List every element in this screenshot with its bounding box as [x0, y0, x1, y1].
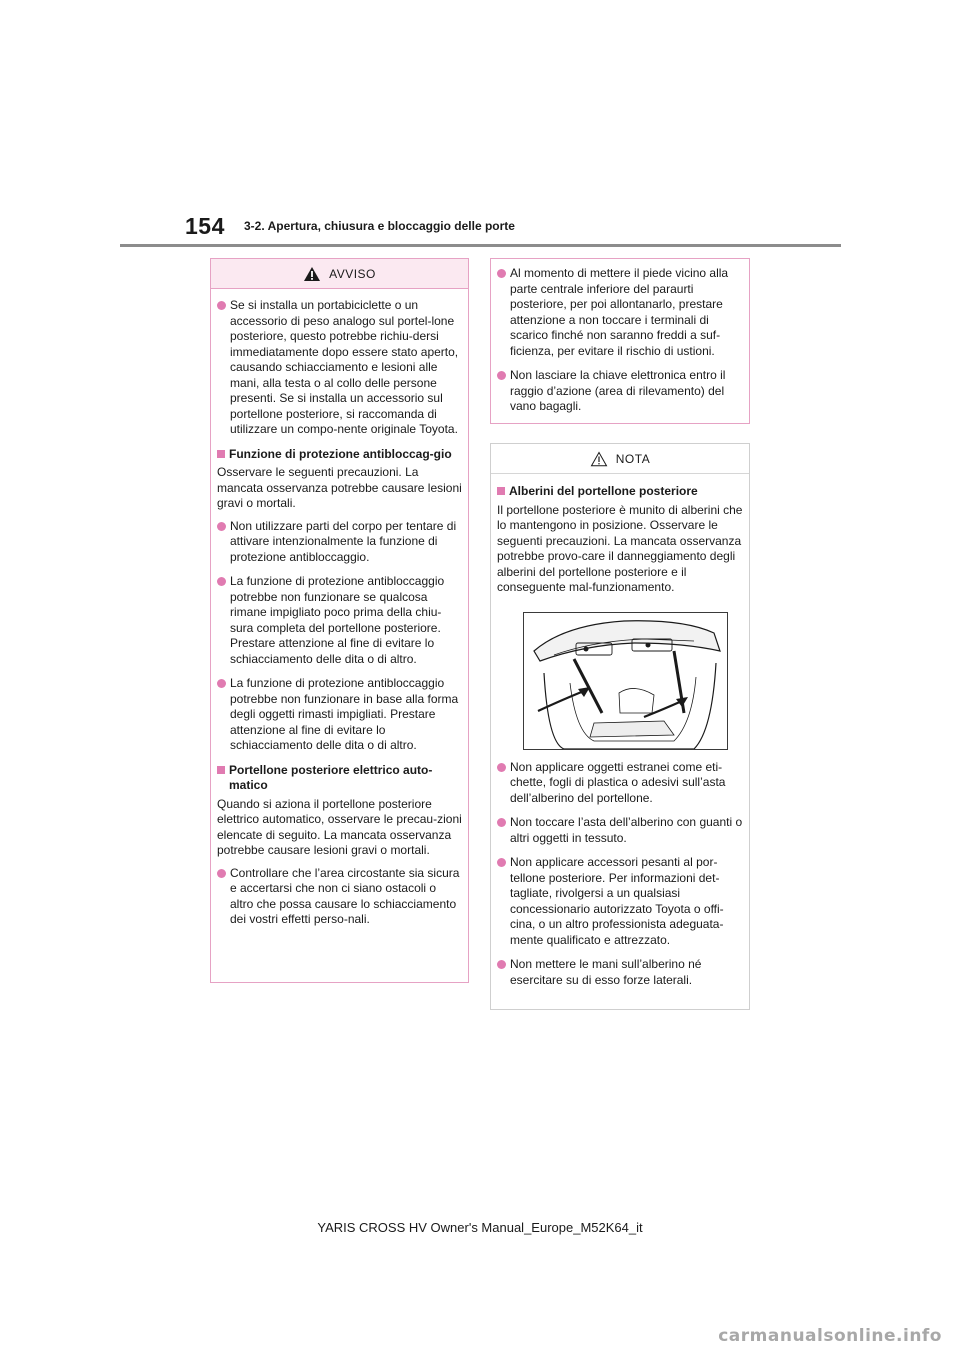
list-item-text: Se si installa un portabiciclette o un accessorio di peso analogo sul portel-lone posteriore, questo potrebbe richiu-dersi immediatamente dopo essere stato aperto, causando schiacciamento e lesioni alle mani, alla testa o al collo delle persone presenti. Se si installa un accessorio sul portellone posteriore, si raccomanda di utilizzare un compo-nente originale Toyota. [230, 298, 459, 436]
page-number: 154 [185, 213, 225, 239]
subsection-heading [497, 484, 743, 500]
warning-heading: AVVISO [329, 266, 376, 281]
list-item [497, 957, 743, 988]
list-item [497, 855, 743, 948]
bullet-dot-icon [217, 301, 226, 310]
list-item [217, 298, 462, 438]
bullet-dot-icon [497, 960, 506, 969]
subsection-heading-text: Funzione di protezione antibloccag-gio [229, 446, 452, 461]
note-box [490, 443, 750, 1010]
list-item-text: Non applicare oggetti estranei come eti-chette, fogli di plastica o adesivi sull’asta dell’alberino del portellone. [510, 759, 726, 805]
caution-triangle-icon [590, 451, 608, 467]
bullet-dot-icon [497, 818, 506, 827]
warning-box-header [211, 259, 468, 289]
bullet-dot-icon [497, 371, 506, 380]
bullet-dot-icon [497, 858, 506, 867]
list-item [217, 676, 462, 754]
warning-box [210, 258, 469, 983]
bullet-dot-icon [497, 763, 506, 772]
tailgate-strut-illustration [523, 612, 728, 750]
note-box-body [491, 474, 749, 1003]
bullet-dot-icon [497, 269, 506, 278]
square-bullet-icon [217, 766, 225, 774]
square-bullet-icon [497, 487, 505, 495]
bullet-dot-icon [217, 869, 226, 878]
list-item [497, 760, 743, 807]
bullet-dot-icon [217, 522, 226, 531]
section-title: 3-2. Apertura, chiusura e bloccaggio delle porte [244, 219, 515, 233]
subsection-heading [217, 447, 462, 463]
open-tailgate-icon [524, 613, 727, 749]
subsection-heading [217, 763, 462, 794]
note-box-header [491, 444, 749, 474]
list-item [217, 574, 462, 667]
list-item-text: Non utilizzare parti del corpo per tentare di attivare intenzionalmente la funzione di protezione antibloccaggio. [230, 518, 457, 564]
note-heading: NOTA [615, 451, 651, 466]
paragraph: Quando si aziona il portellone posteriore elettrico automatico, osservare le precau-zioni elencate di seguito. La mancata osservanza potrebbe causare lesioni gravi o mortali. [217, 796, 462, 857]
header-rule [120, 244, 841, 247]
manual-footer: YARIS CROSS HV Owner's Manual_Europe_M52K64_it [317, 1220, 643, 1235]
list-item [497, 368, 743, 415]
list-item-text: Al momento di mettere il piede vicino alla parte centrale inferiore del paraurti posteriore, per poi allontanarlo, prestare attenzione a non toccare i terminali di scarico finché non saranno freddi a suf-ficienza, per evitare il rischio di ustioni. [510, 266, 729, 358]
list-item-text: Non mettere le mani sull’alberino né esercitare su di esso forze laterali. [510, 957, 702, 987]
warning-continued-box [490, 258, 750, 424]
warning-box-body [211, 289, 468, 943]
warning-continued-body [491, 259, 749, 430]
list-item-text: Non lasciare la chiave elettronica entro il raggio d’azione (area di rilevamento) del vano bagagli. [510, 368, 726, 413]
subsection-heading-text: Portellone posteriore elettrico auto-matico [229, 762, 433, 792]
bullet-dot-icon [217, 679, 226, 688]
bullet-dot-icon [217, 577, 226, 586]
list-item-text: La funzione di protezione antibloccaggio potrebbe non funzionare se qualcosa rimane impigliato poco prima della chiu-sura completa del portellone posteriore. Prestare attenzione al fine di evitare lo schiacciamento delle dita o di altro. [230, 574, 445, 666]
warning-triangle-icon [303, 266, 321, 282]
list-item [217, 519, 462, 566]
watermark-text: carmanualsonline.info [718, 1326, 942, 1346]
subsection-heading-text: Alberini del portellone posteriore [509, 484, 698, 498]
list-item [217, 866, 462, 928]
paragraph: Osservare le seguenti precauzioni. La mancata osservanza potrebbe causare lesioni gravi o mortali. [217, 465, 462, 510]
list-item-text: La funzione di protezione antibloccaggio potrebbe non funzionare in base alla forma degli oggetti rimasti impigliati. Prestare attenzione al fine di evitare lo schiacciamento delle dita o di altro. [230, 676, 459, 752]
list-item-text: Non applicare accessori pesanti al por-tellone posteriore. Per informazioni det-tagliate, rivolgersi a un qualsiasi concessionario autorizzato Toyota o offi-cina, o un altro professionista adeguata-mente qualificato e attrezzato. [510, 855, 724, 947]
square-bullet-icon [217, 450, 225, 458]
list-item [497, 815, 743, 846]
list-item-text: Non toccare l’asta dell’alberino con guanti o altri oggetti in tessuto. [510, 815, 743, 845]
paragraph: Il portellone posteriore è munito di alberini che lo mantengono in posizione. Osservare le seguenti precauzioni. La mancata osservanza potrebbe provo-care il danneggiamento degli alberini del portellone posteriore e il conseguente mal-funzionamento. [497, 502, 743, 594]
list-item [497, 266, 743, 359]
list-item-text: Controllare che l’area circostante sia sicura e accertarsi che non ci siano ostacoli o altro che possa causare lo schiacciamento dei vostri effetti perso-nali. [230, 865, 460, 926]
